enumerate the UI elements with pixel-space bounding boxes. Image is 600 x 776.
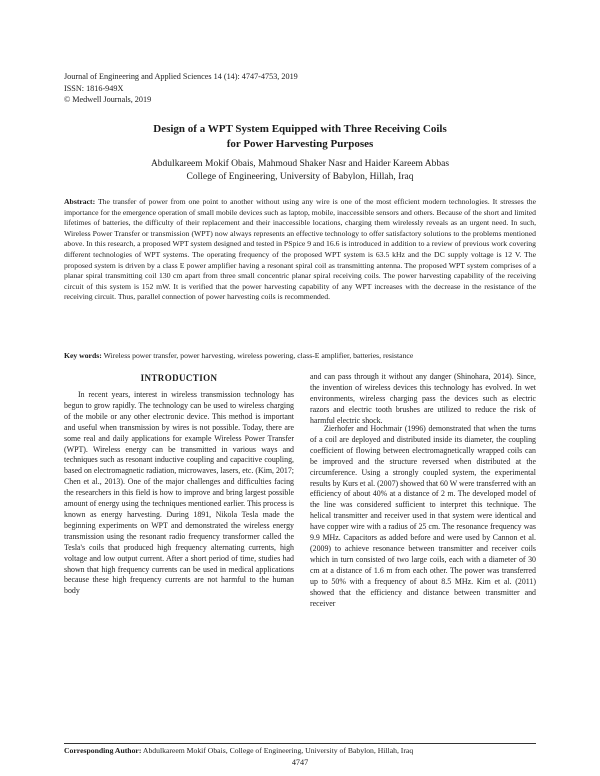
journal-citation: Journal of Engineering and Applied Sciences 14 (14): 4747-4753, 2019 [64,72,298,81]
footer-divider [64,743,536,744]
intro-paragraph: In recent years, interest in wireless transmission technology has begun to grow rapidly. The technology can be used to wireless charging of the mobile or any other electronic device. This method is important and useful when transmission by wires is not possible. Today, there are some real and daily applications for example Wireless Power Transfer (WPT). Wireless energy can be transmitted in various ways and techniques such as resonant inductive coupling and capacitive coupling, based on electromagnetic radiation, microwaves, lasers, etc. (Kim, 2017; Chen et al., 2013). One of the major challenges and difficulties facing the researchers in this field is how to improve and bring largest possible amount of energy using the techniques mentioned earlier. This process is known as energy harvesting. During 1891, Nikola Tesla made the beginning experiments on WPT and demonstrated the wireless energy transmission using the resonant radio frequency transformer called the Tesla's coils that produced high frequency alternating currents, high voltage and low output current. After a short period of time, studies had shown that high frequency currents can be used in medical applications because these high frequency currents are not harmful to the human body [64,390,294,596]
paper-title: Design of a WPT System Equipped with Three Receiving Coils for Power Harvesting Purposes [153,123,447,150]
author-names: Abdulkareem Mokif Obais, Mahmoud Shaker Nasr and Haider Kareem Abbas [150,159,450,169]
abstract [64,197,536,340]
journal-copyright: © Medwell Journals, 2019 [64,95,152,104]
keywords [64,351,536,362]
right-column [310,424,536,738]
keywords-label: Key words: [64,351,102,360]
abstract-label: Abstract: [64,197,96,206]
corresponding-author-text: Abdulkareem Mokif Obais, College of Engineering, University of Babylon, Hillah, Iraq [142,746,414,755]
journal-header [64,71,484,106]
author-affiliation: College of Engineering, University of Babylon, Hillah, Iraq [186,171,414,182]
abstract-text: The transfer of power from one point to another without using any wire is one of the most efficient modern technologies. It stresses the importance for the emergence operation of small mobile devices such as laptop, mobile, inaccessible sensors and others. Because of the short and limited lifetimes of batteries, the difficulty of their replacement and their inaccessible locations, charging them wirelessly reveals as an urgent need. In such, Wireless Power Transfer or transmission (WPT) now always represents an effective technology to offer satisfactory solutions to the problems mentioned above. In this research, a proposed WPT system designed and tested in PSpice 9 and 16.6 is introduced in addition to a review of previous work covering different technologies of WPT systems. The operating frequency of the proposed WPT system is 63.5 kHz and the DC supply voltage is 12 V. The proposed system is driven by a class E power amplifier having a resonant spiral coil as transmitting antenna. The proposed WPT system comprises of a planar spiral transmitting coil 130 cm apart from three small concentric planar spiral receiving coils. The power harvesting capability of the receiving circuit of this system is 152 mW. It is verified that the power harvesting capability of any WPT increases with the decrease in the resistance of the receiving circuit. Thus, parallel connection of power harvesting coils is recommended. [64,197,536,302]
author-block [120,158,480,183]
page-number: 4747 [291,758,309,767]
intro-paragraph: Zierhofer and Hochmair (1996) demonstrated that when the turns of a coil are deployed and distributed inside its diameter, the coupling coefficient of flowing between electromagnetically wrapped coils can be improved and the structure reversed when distributed at the circumference. Using a strongly coupled system, the experimental results by Kurs et al. (2007) showed that 60 W were transferred with an efficiency of about 40% at a distance of 2 m. The developed model of the line was considered sufficient to interpret this technique. The helical transmitter and receiver used in that system were identical and have copper wire with a radius of 25 cm. The resonance frequency was 9.9 MHz. Capacitors as added before and were used by Cannon et al. (2009) to achieve resonance between transmitter and receiver coils which in turn consisted of two large coils, each with a diameter of 30 cm at a distance of 1.6 m from each other. The power was transferred up to 50% with a frequency of about 8.5 MHz. Kim et al. (2011) showed that the efficiency and distance between transmitter and receiver [310,424,536,608]
keywords-text: Wireless power transfer, power harvesting, wireless powering, class-E amplifier, batteries, resistance [103,351,414,360]
right-column-continuation [310,372,536,425]
journal-issn: ISSN: 1816-949X [64,83,124,93]
left-column [64,390,294,738]
corresponding-author-note [64,746,536,755]
corresponding-author-label: Corresponding Author: [64,746,142,755]
introduction-heading: INTRODUCTION [140,373,218,383]
intro-continuation-paragraph: and can pass through it without any danger (Shinohara, 2014). Since, the invention of wireless devices this technology has evolved. In wet environments, wireless charging pass the devices such as electric razors and electric tooth brushes are utilized to reduce the risk of harmful electric shock. [310,372,536,425]
